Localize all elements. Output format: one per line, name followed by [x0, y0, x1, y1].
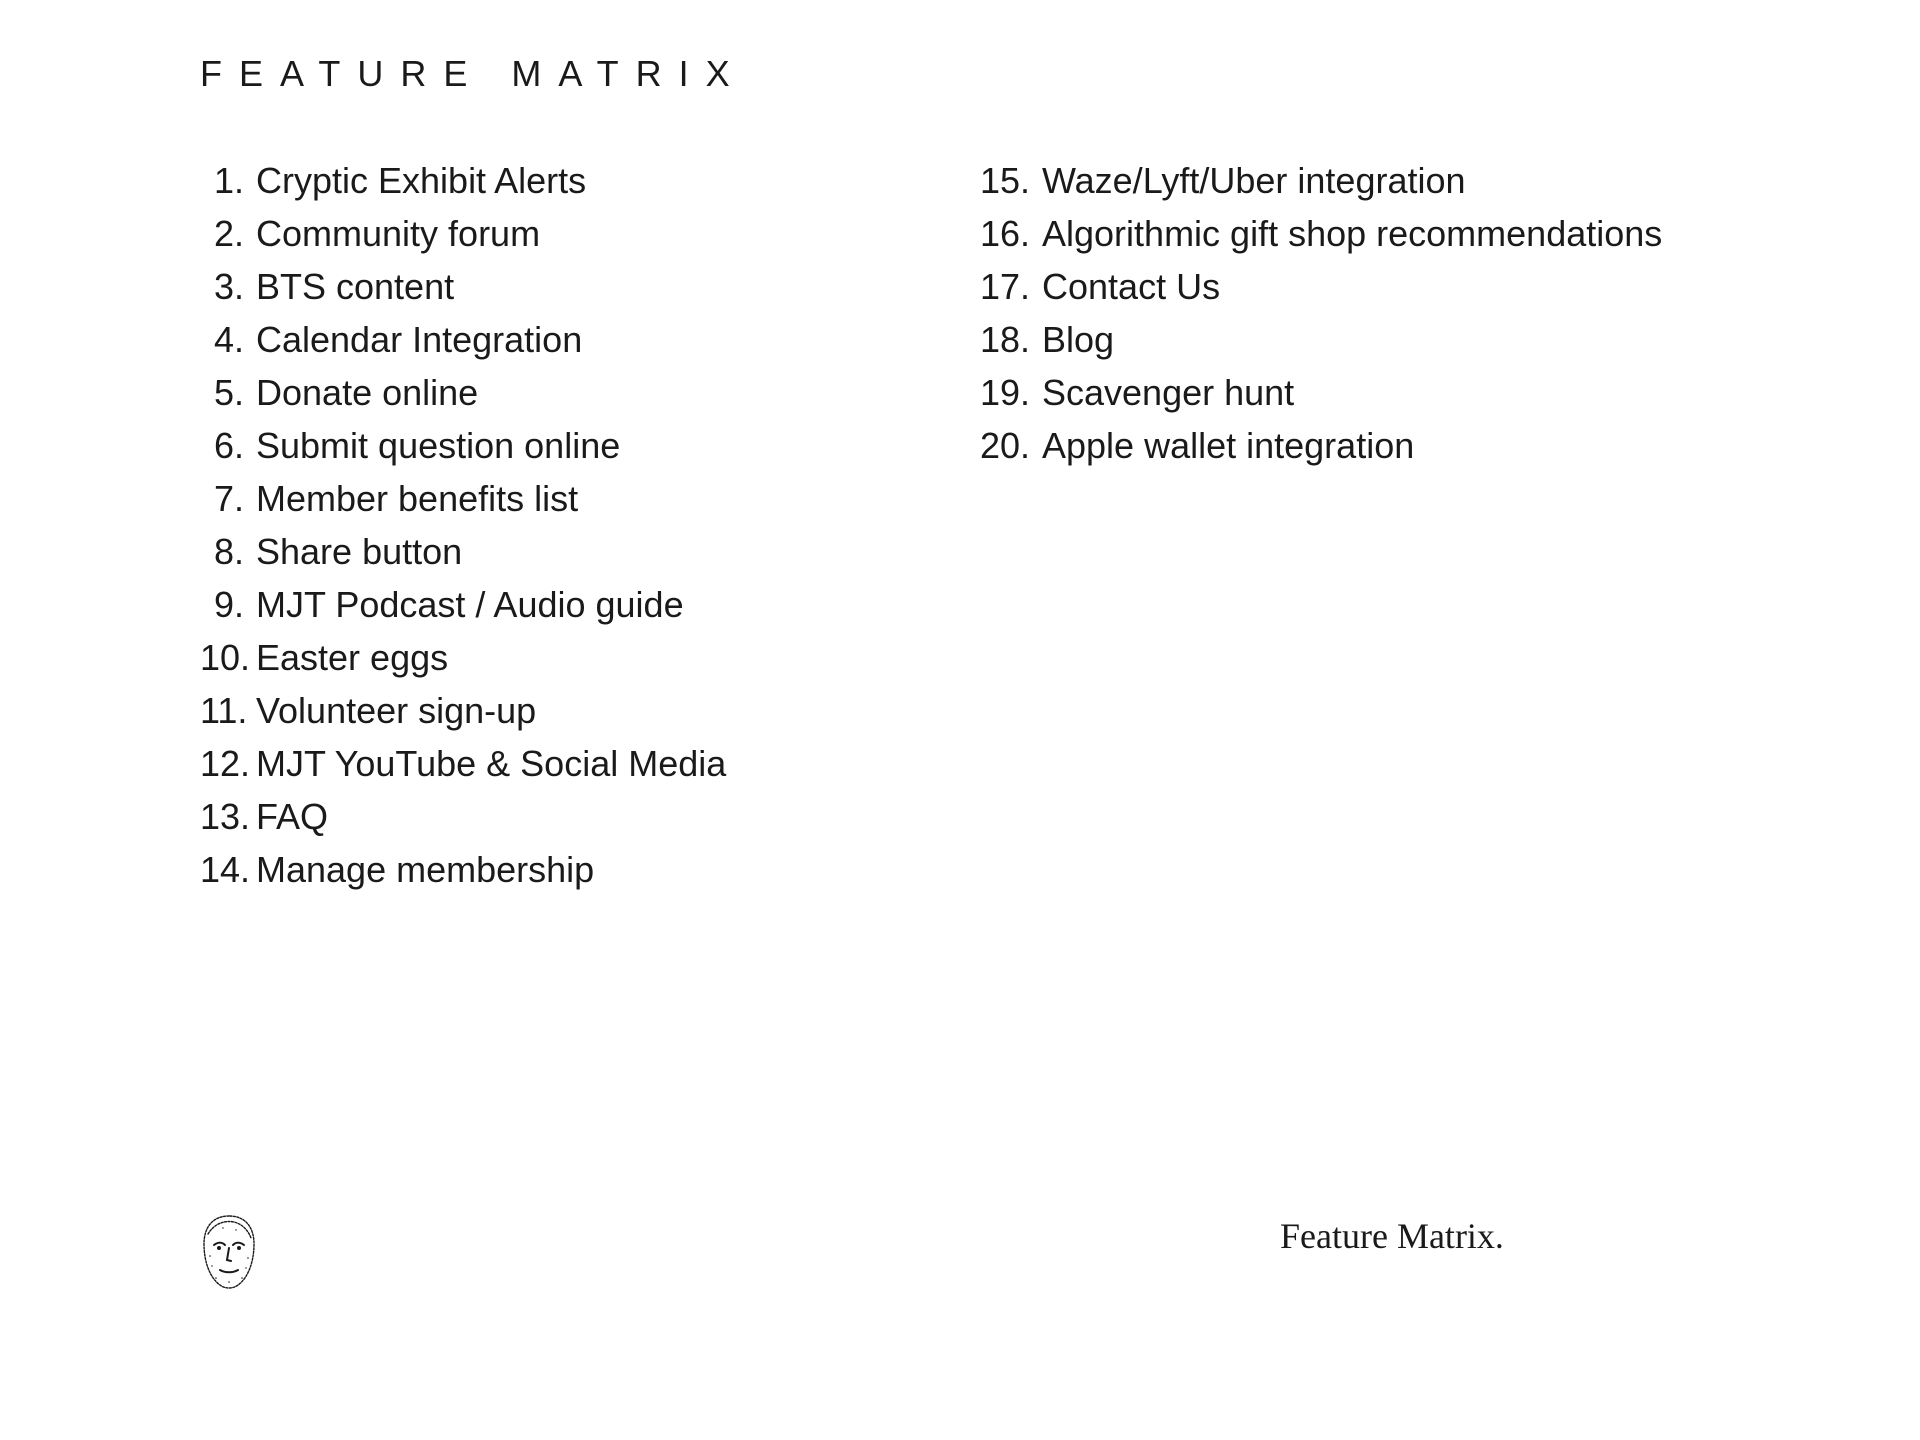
feature-item	[200, 525, 960, 578]
feature-number: 5.	[213, 372, 244, 413]
feature-number: 3.	[213, 266, 244, 307]
feature-number: 11.	[200, 690, 248, 731]
feature-number: 9.	[213, 584, 244, 625]
feature-number: 19.	[979, 372, 1030, 413]
feature-label: FAQ	[256, 796, 329, 837]
face-sketch-icon	[198, 1212, 260, 1292]
feature-item	[200, 260, 960, 313]
feature-number: 1.	[213, 160, 244, 201]
feature-label: Scavenger hunt	[1042, 372, 1295, 413]
feature-item	[200, 366, 960, 419]
feature-number: 20.	[979, 425, 1030, 466]
feature-label: Share button	[256, 531, 463, 572]
feature-item	[200, 419, 960, 472]
feature-number: 17.	[979, 266, 1030, 307]
feature-item	[930, 154, 1830, 207]
feature-number: 12.	[200, 743, 251, 784]
feature-label: Apple wallet integration	[1042, 425, 1415, 466]
feature-item	[200, 578, 960, 631]
feature-list-right	[930, 154, 1830, 472]
feature-item	[200, 737, 960, 790]
feature-item	[930, 419, 1830, 472]
feature-item	[200, 472, 960, 525]
feature-number: 2.	[213, 213, 244, 254]
feature-label: Volunteer sign-up	[256, 690, 537, 731]
footer-title: Feature Matrix.	[1280, 1216, 1504, 1256]
feature-label: MJT Podcast / Audio guide	[256, 584, 684, 625]
feature-number: 13.	[200, 796, 251, 837]
feature-item	[200, 207, 960, 260]
feature-item	[200, 684, 960, 737]
feature-number: 6.	[213, 425, 244, 466]
feature-number: 18.	[979, 319, 1030, 360]
feature-label: Blog	[1042, 319, 1115, 360]
feature-label: Easter eggs	[256, 637, 449, 678]
feature-number: 4.	[213, 319, 244, 360]
feature-label: Contact Us	[1042, 266, 1221, 307]
feature-item	[200, 843, 960, 896]
feature-item	[200, 313, 960, 366]
feature-label: Donate online	[256, 372, 479, 413]
feature-label: Submit question online	[256, 425, 621, 466]
feature-label: Community forum	[256, 213, 541, 254]
feature-number: 14.	[200, 849, 251, 890]
feature-label: Algorithmic gift shop recommendations	[1042, 213, 1663, 254]
feature-item	[930, 366, 1830, 419]
feature-item	[200, 631, 960, 684]
feature-label: Calendar Integration	[256, 319, 583, 360]
page-title: FEATURE MATRIX	[200, 53, 747, 94]
feature-number: 7.	[213, 478, 244, 519]
feature-number: 8.	[213, 531, 244, 572]
feature-number: 16.	[979, 213, 1030, 254]
feature-item	[200, 154, 960, 207]
feature-number: 15.	[979, 160, 1030, 201]
feature-list-left	[200, 154, 960, 896]
feature-label: Member benefits list	[256, 478, 579, 519]
feature-item	[200, 790, 960, 843]
feature-label: MJT YouTube & Social Media	[256, 743, 727, 784]
feature-item	[930, 313, 1830, 366]
feature-number: 10.	[200, 637, 251, 678]
feature-label: Cryptic Exhibit Alerts	[256, 160, 587, 201]
feature-label: BTS content	[256, 266, 455, 307]
feature-item	[930, 260, 1830, 313]
feature-item	[930, 207, 1830, 260]
feature-label: Waze/Lyft/Uber integration	[1042, 160, 1466, 201]
feature-label: Manage membership	[256, 849, 595, 890]
